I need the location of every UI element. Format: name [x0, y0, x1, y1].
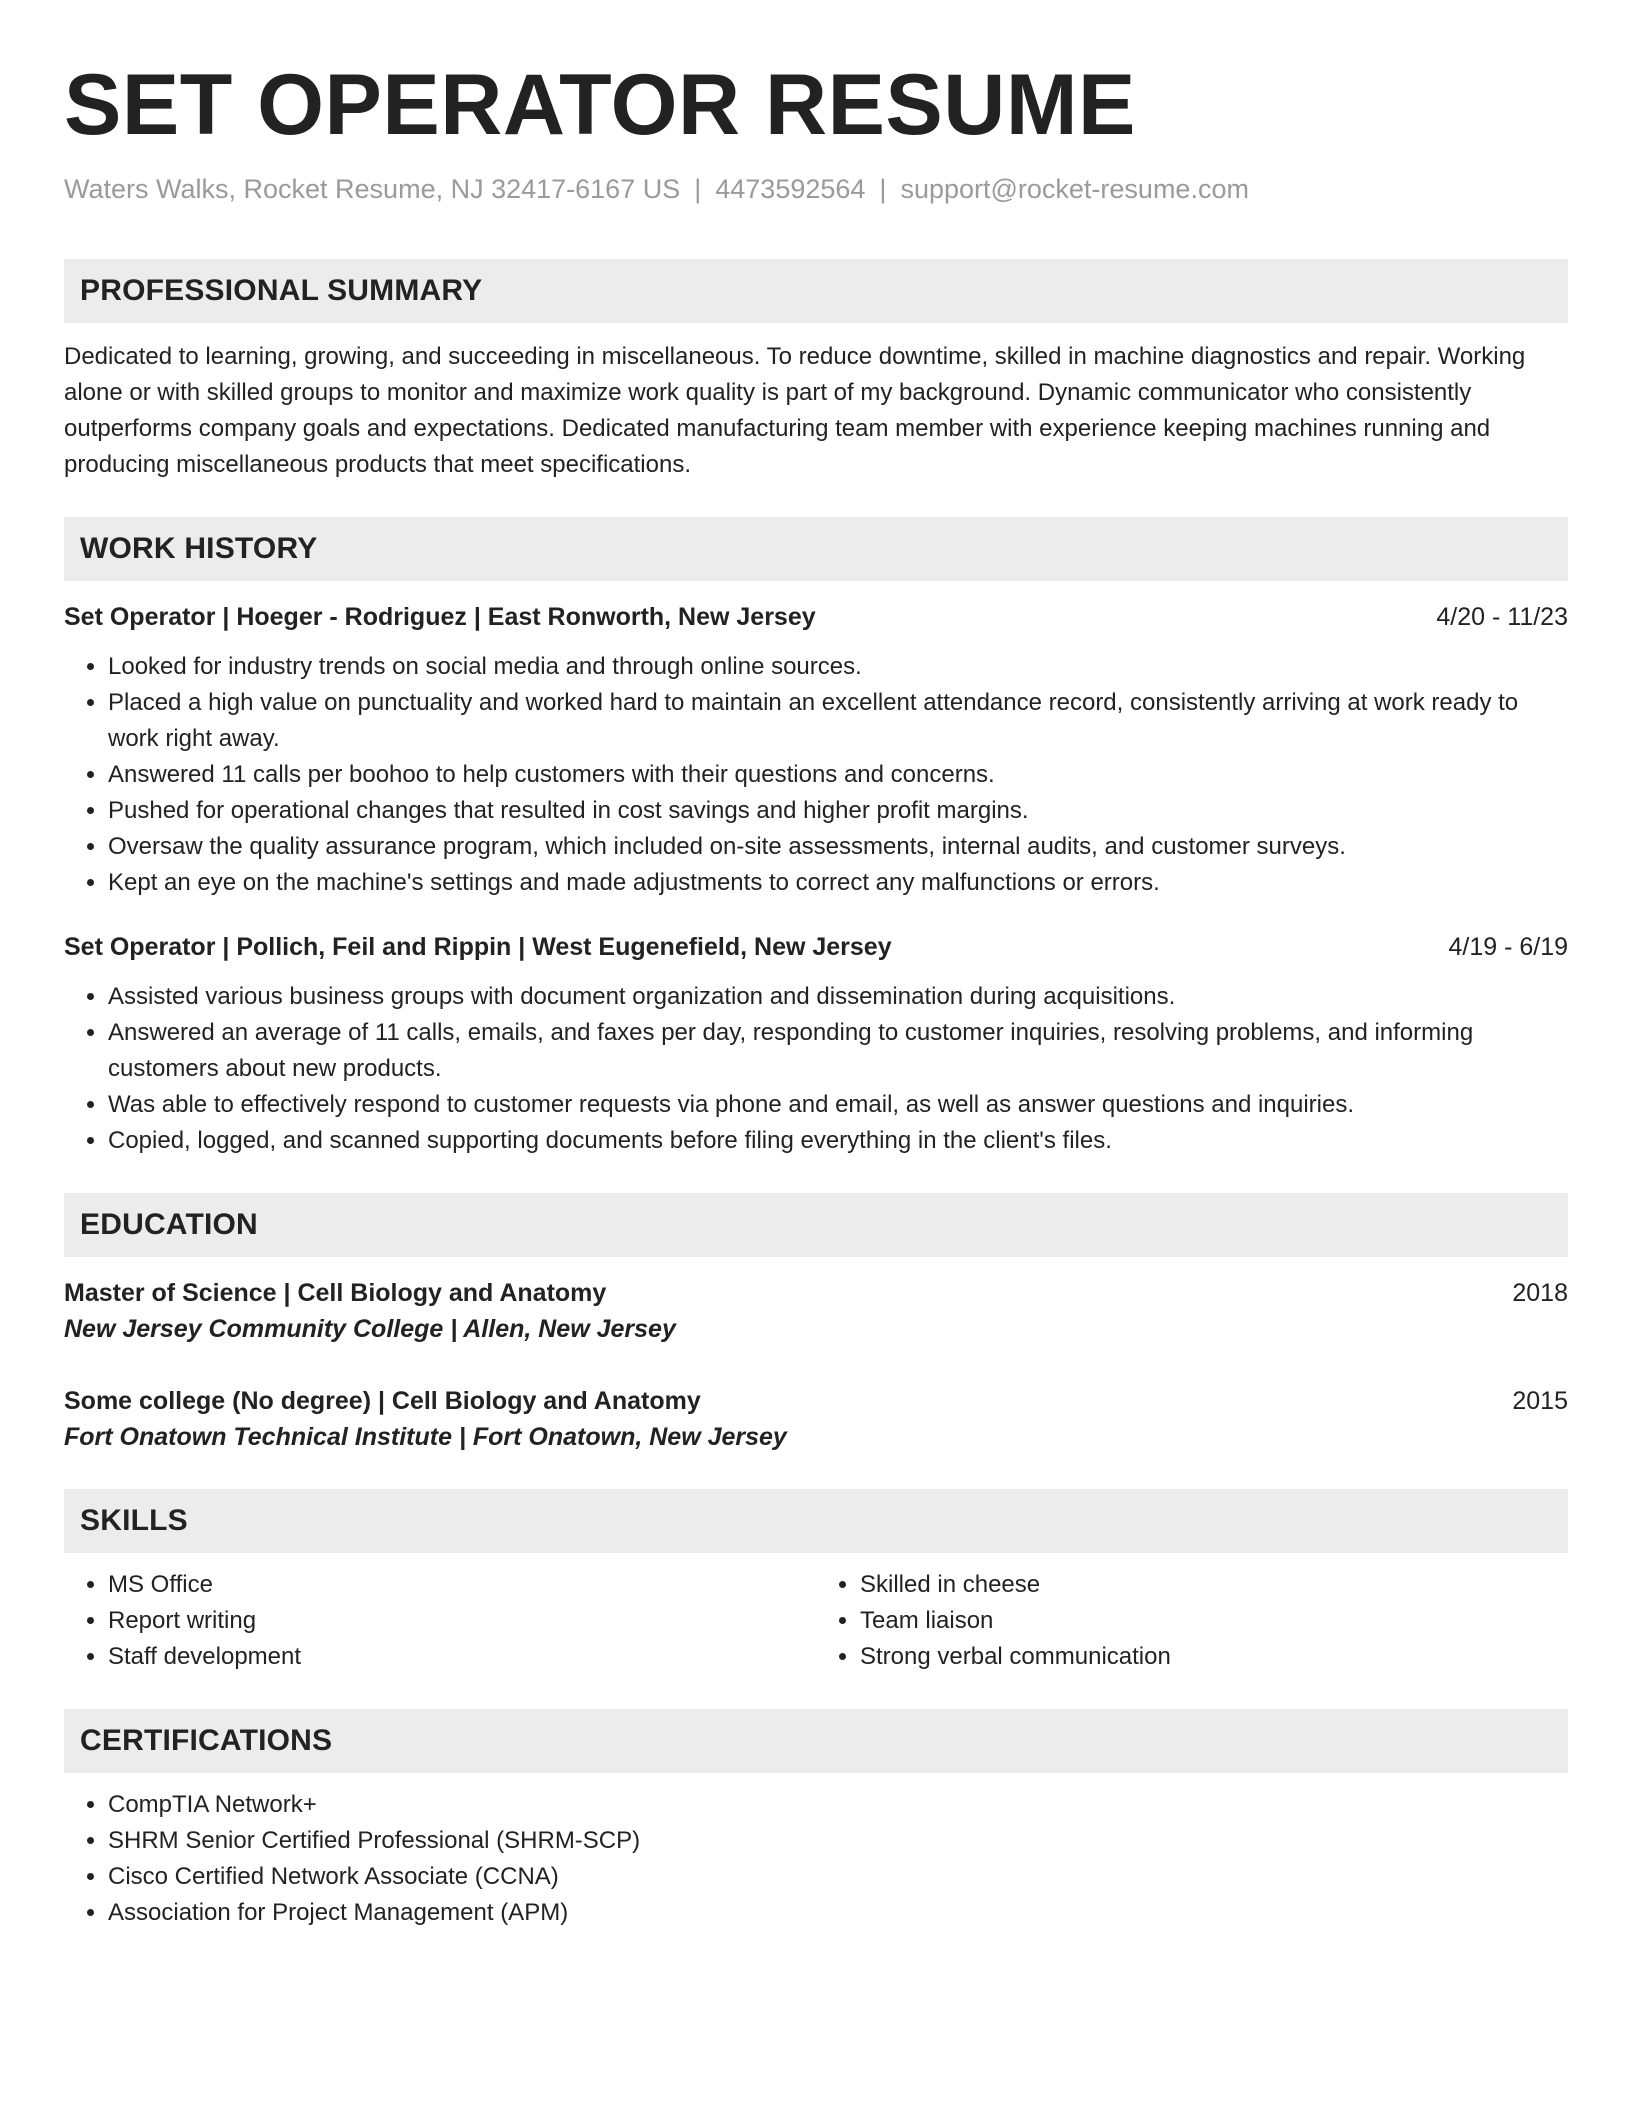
- certification-item: • SHRM Senior Certified Professional (SHRM-SCP): [108, 1823, 1568, 1859]
- job-bullets: [64, 979, 1568, 1159]
- skill-item: • Skilled in cheese: [860, 1567, 1568, 1603]
- skill-item: • Strong verbal communication: [860, 1639, 1568, 1675]
- job-header: [64, 929, 1568, 965]
- skill-item: • MS Office: [108, 1567, 816, 1603]
- contact-separator: |: [694, 174, 702, 204]
- education-header: [64, 1383, 1568, 1419]
- job-entry: [64, 599, 1568, 901]
- job-entry: [64, 929, 1568, 1159]
- education-entry: [64, 1383, 1568, 1455]
- job-bullet: • Pushed for operational changes that resulted in cost savings and higher profit margins.: [108, 793, 1568, 829]
- job-bullet: • Answered an average of 11 calls, emails, and faxes per day, responding to customer inquiries, resolving problems, and informing customers about new products.: [108, 1015, 1568, 1087]
- job-title: Set Operator | Hoeger - Rodriguez | East Ronworth, New Jersey: [64, 603, 816, 631]
- job-bullet: • Oversaw the quality assurance program, which included on-site assessments, internal audits, and customer surveys.: [108, 829, 1568, 865]
- education-entry: [64, 1275, 1568, 1347]
- job-dates: 4/20 - 11/23: [1436, 603, 1568, 631]
- job-bullet: • Answered 11 calls per boohoo to help customers with their questions and concerns.: [108, 757, 1568, 793]
- job-title: Set Operator | Pollich, Feil and Rippin | West Eugenefield, New Jersey: [64, 933, 892, 961]
- summary-text: Dedicated to learning, growing, and succeeding in miscellaneous. To reduce downtime, skilled in machine diagnostics and repair. Working alone or with skilled groups to monitor and maximize work quality is part of my background. Dynamic communicator who consistently outperforms company goals and expectations. Dedicated manufacturing team member with experience keeping machines running and producing miscellaneous products that meet specifications.: [64, 343, 1526, 478]
- job-bullet: • Copied, logged, and scanned supporting documents before filing everything in the client's files.: [108, 1123, 1568, 1159]
- job-dates: 4/19 - 6/19: [1448, 933, 1568, 961]
- skills-column-left: [64, 1567, 816, 1675]
- job-bullet: • Assisted various business groups with document organization and dissemination during acquisitions.: [108, 979, 1568, 1015]
- certification-item: • Cisco Certified Network Associate (CCNA): [108, 1859, 1568, 1895]
- certifications-list: [64, 1787, 1568, 1931]
- section-heading-certifications: CERTIFICATIONS: [64, 1709, 1568, 1773]
- section-heading-skills: SKILLS: [64, 1489, 1568, 1553]
- job-bullet: • Was able to effectively respond to customer requests via phone and email, as well as answer questions and inquiries.: [108, 1087, 1568, 1123]
- education-degree: Some college (No degree) | Cell Biology and Anatomy: [64, 1387, 701, 1415]
- contact-phone: 4473592564: [715, 174, 866, 204]
- education-header: [64, 1275, 1568, 1311]
- education-school: Fort Onatown Technical Institute | Fort Onatown, New Jersey: [64, 1423, 787, 1451]
- job-header: [64, 599, 1568, 635]
- contact-separator: |: [879, 174, 887, 204]
- section-heading-summary: PROFESSIONAL SUMMARY: [64, 259, 1568, 323]
- job-bullet: • Looked for industry trends on social media and through online sources.: [108, 649, 1568, 685]
- certification-item: • Association for Project Management (APM): [108, 1895, 1568, 1931]
- certification-item: • CompTIA Network+: [108, 1787, 1568, 1823]
- education-year: 2018: [1512, 1279, 1568, 1307]
- section-heading-work-history: WORK HISTORY: [64, 517, 1568, 581]
- education-degree: Master of Science | Cell Biology and Anatomy: [64, 1279, 607, 1307]
- skill-item: • Team liaison: [860, 1603, 1568, 1639]
- skill-item: • Report writing: [108, 1603, 816, 1639]
- job-bullet: • Placed a high value on punctuality and worked hard to maintain an excellent attendance record, consistently arriving at work ready to work right away.: [108, 685, 1568, 757]
- contact-email: support@rocket-resume.com: [900, 174, 1249, 204]
- job-bullets: [64, 649, 1568, 901]
- education-year: 2015: [1512, 1387, 1568, 1415]
- skills-column-right: [816, 1567, 1568, 1675]
- contact-address: Waters Walks, Rocket Resume, NJ 32417-6167 US: [64, 174, 681, 204]
- section-heading-education: EDUCATION: [64, 1193, 1568, 1257]
- skills-list: [64, 1567, 1568, 1675]
- resume-title: SET OPERATOR RESUME: [64, 57, 1136, 153]
- job-bullet: • Kept an eye on the machine's settings and made adjustments to correct any malfunctions or errors.: [108, 865, 1568, 901]
- contact-line: [64, 171, 1568, 207]
- education-school: New Jersey Community College | Allen, New Jersey: [64, 1315, 676, 1343]
- skill-item: • Staff development: [108, 1639, 816, 1675]
